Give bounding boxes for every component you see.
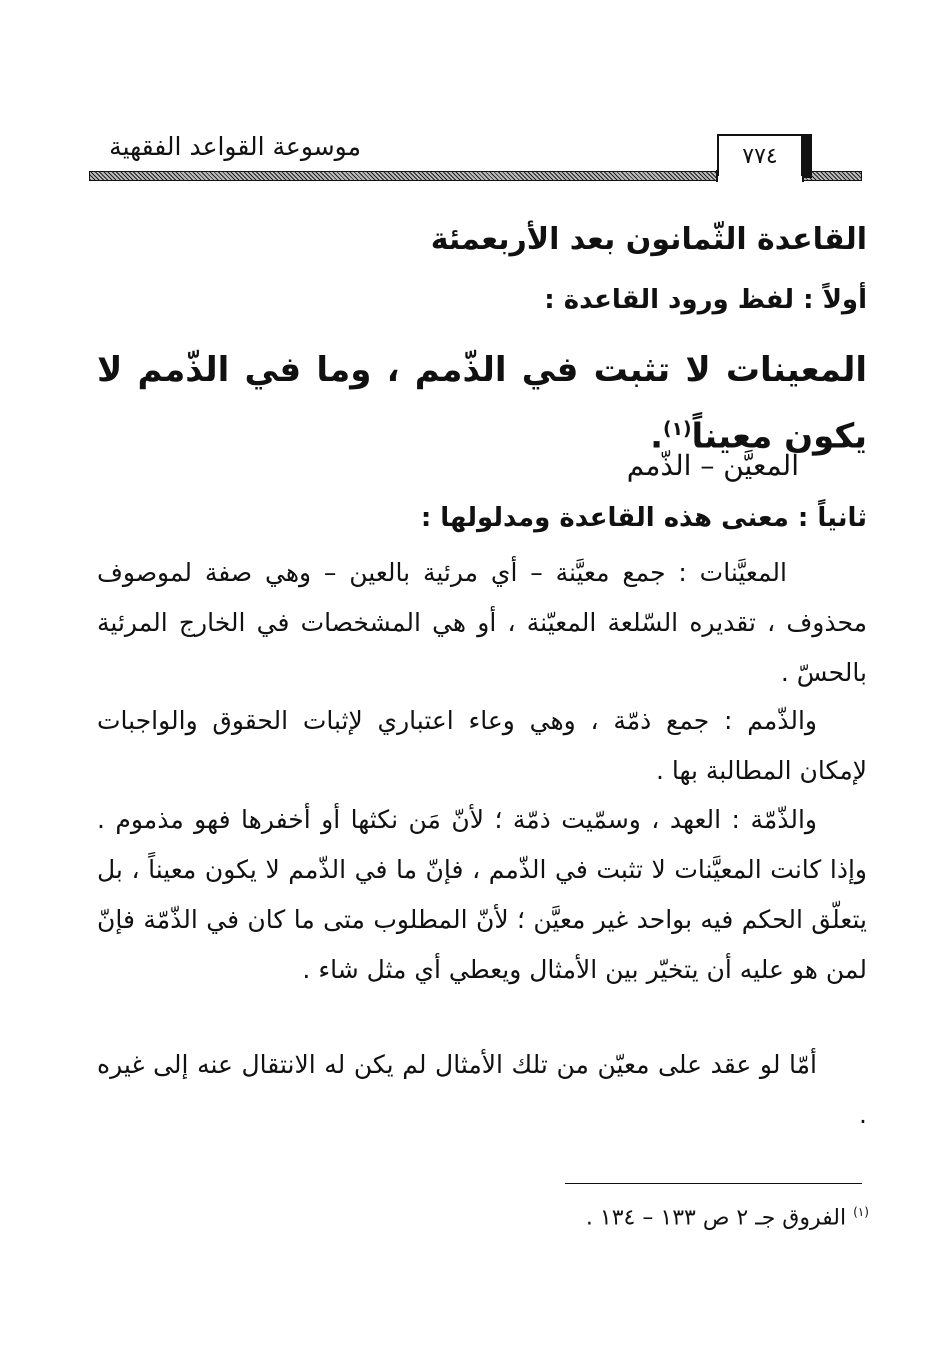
footnote-marker: (١) xyxy=(853,1205,869,1219)
footnote-text: الفروق جـ ٢ ص ١٣٣ – ١٣٤ . xyxy=(585,1205,847,1231)
paragraph-contract: أمّا لو عقد على معيّن من تلك الأمثال لم يكن له الانتقال عنه إلى غيره . xyxy=(97,1050,867,1129)
footnote-rule xyxy=(565,1183,862,1184)
footnote xyxy=(586,1205,869,1230)
page-number: ٧٧٤ xyxy=(717,134,803,176)
section-heading-meaning: ثانياً : معنى هذه القاعدة ومدلولها : xyxy=(420,503,867,533)
keywords: المعيَّن – الذّمم xyxy=(626,449,799,482)
running-title: موسوعة القواعد الفقهية xyxy=(109,132,361,161)
rule-title: القاعدة الثّمانون بعد الأربعمئة xyxy=(430,222,867,257)
paragraph-dhimma: والذّمّة : العهد ، وسمّيت ذمّة ؛ لأنّ مَن نكثها أو أخفرها فهو مذموم . وإذا كانت المعيَّنات لا تثبت في الذّمم ، فإنّ ما في الذّمم لا يكون معيناً ، بل يتعلّق الحكم فيه بواحد غير معيَّن ؛ لأنّ المطلوب متى ما كان في الذّمّة فإنّ لمن هو عليه أن يتخيّر بين الأمثال ويعطي أي مثل شاء . xyxy=(97,805,867,984)
rule-footnote-marker: (١) xyxy=(663,419,692,440)
paragraph-muayyanat: المعيَّنات : جمع معيَّنة – أي مرئية بالعين – وهي صفة لموصوف محذوف ، تقديره السّلعة المعيّنة ، أو هي المشخصات في الخارج المرئية بالحسّ . xyxy=(97,558,867,687)
rule-text xyxy=(97,340,867,466)
rule-text-body: المعينات لا تثبت في الذّمم ، وما في الذّمم لا يكون معيناً xyxy=(97,350,867,457)
paragraph-dhimam: والذّمم : جمع ذمّة ، وهي وعاء اعتباري لإثبات الحقوق والواجبات لإمكان المطالبة بها . xyxy=(97,706,867,785)
rule-text-end: . xyxy=(650,416,664,457)
section-heading-wording: أولاً : لفظ ورود القاعدة : xyxy=(544,285,867,315)
